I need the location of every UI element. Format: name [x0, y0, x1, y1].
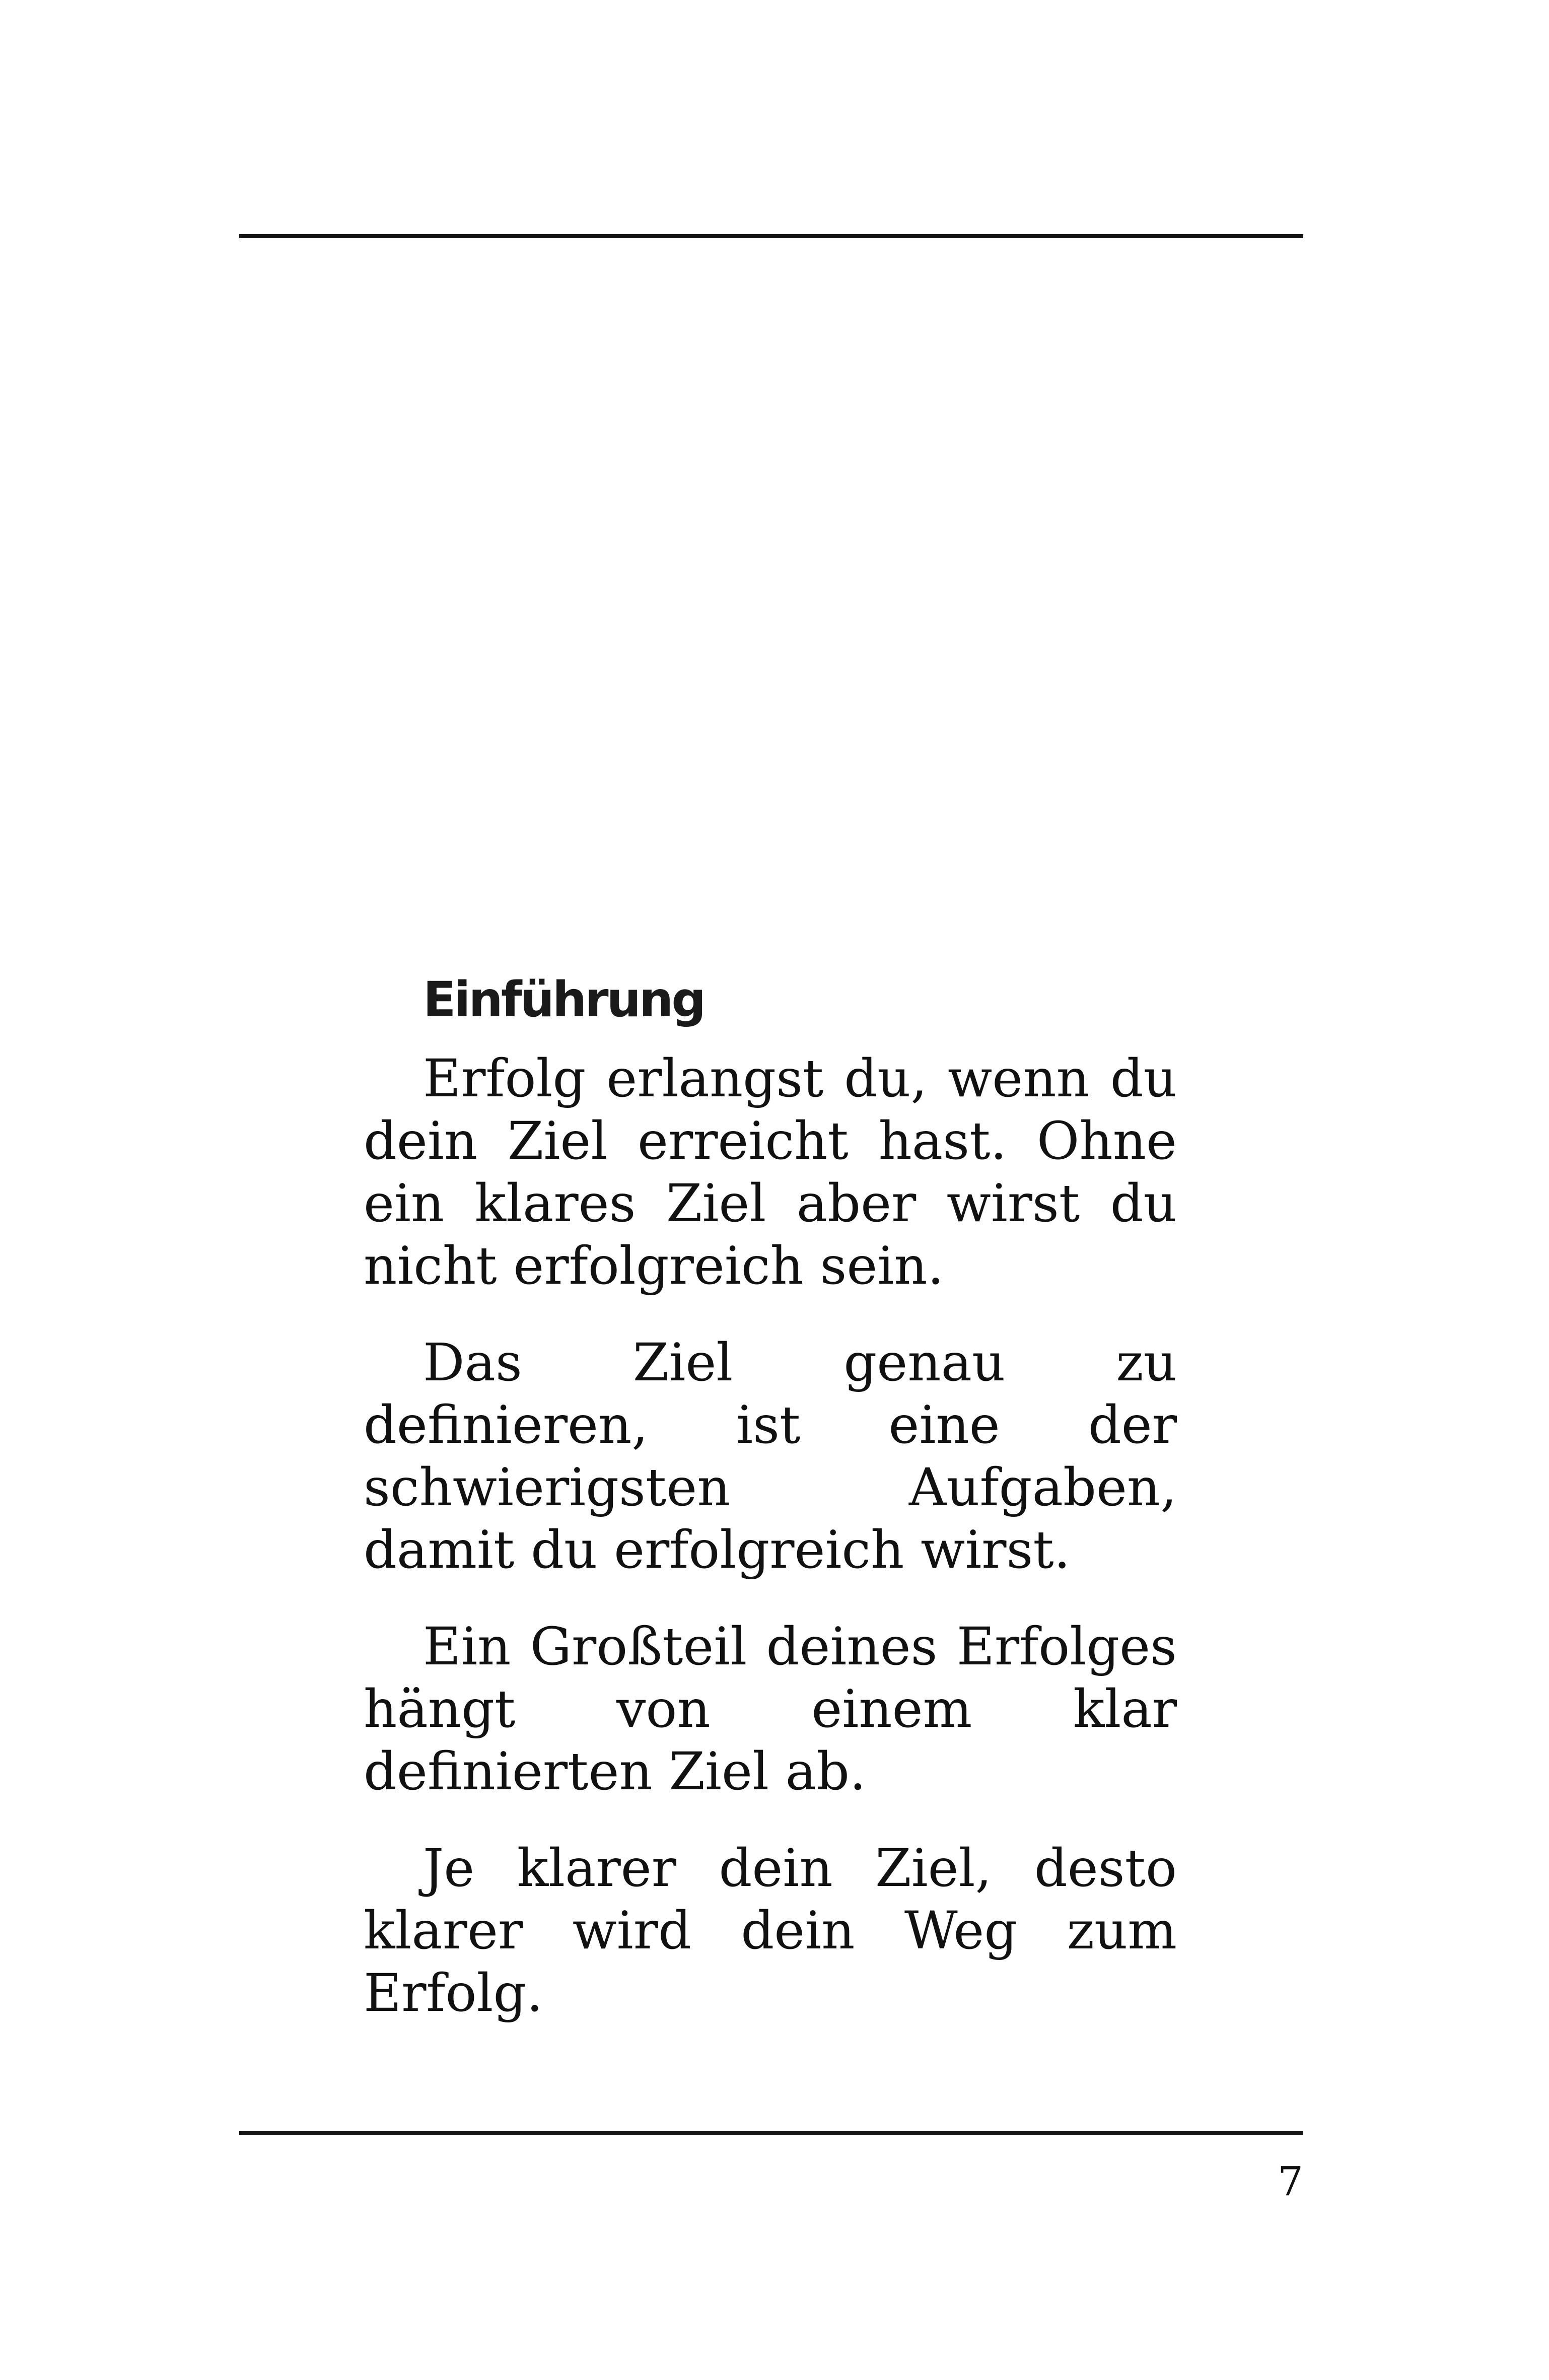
page-body	[364, 967, 1177, 2059]
paragraph: Das Ziel genau zu definieren, ist eine der schwierigsten Aufgaben, damit du erfolgreich wirst.	[364, 1333, 1177, 1580]
bottom-rule	[239, 2131, 1303, 2135]
paragraph: Ein Großteil deines Erfolges hängt von einem klar definierten Ziel ab.	[364, 1617, 1177, 1802]
paragraph: Je klarer dein Ziel, desto klarer wird dein Weg zum Erfolg.	[364, 1838, 1177, 2023]
section-heading: Einführung	[423, 971, 705, 1028]
top-rule	[239, 234, 1303, 238]
page-number: 7	[1278, 2158, 1303, 2205]
paragraph: Erfolg erlangst du, wenn du dein Ziel erreicht hast. Ohne ein klares Ziel aber wirst du nicht erfolgreich sein.	[364, 1048, 1177, 1296]
